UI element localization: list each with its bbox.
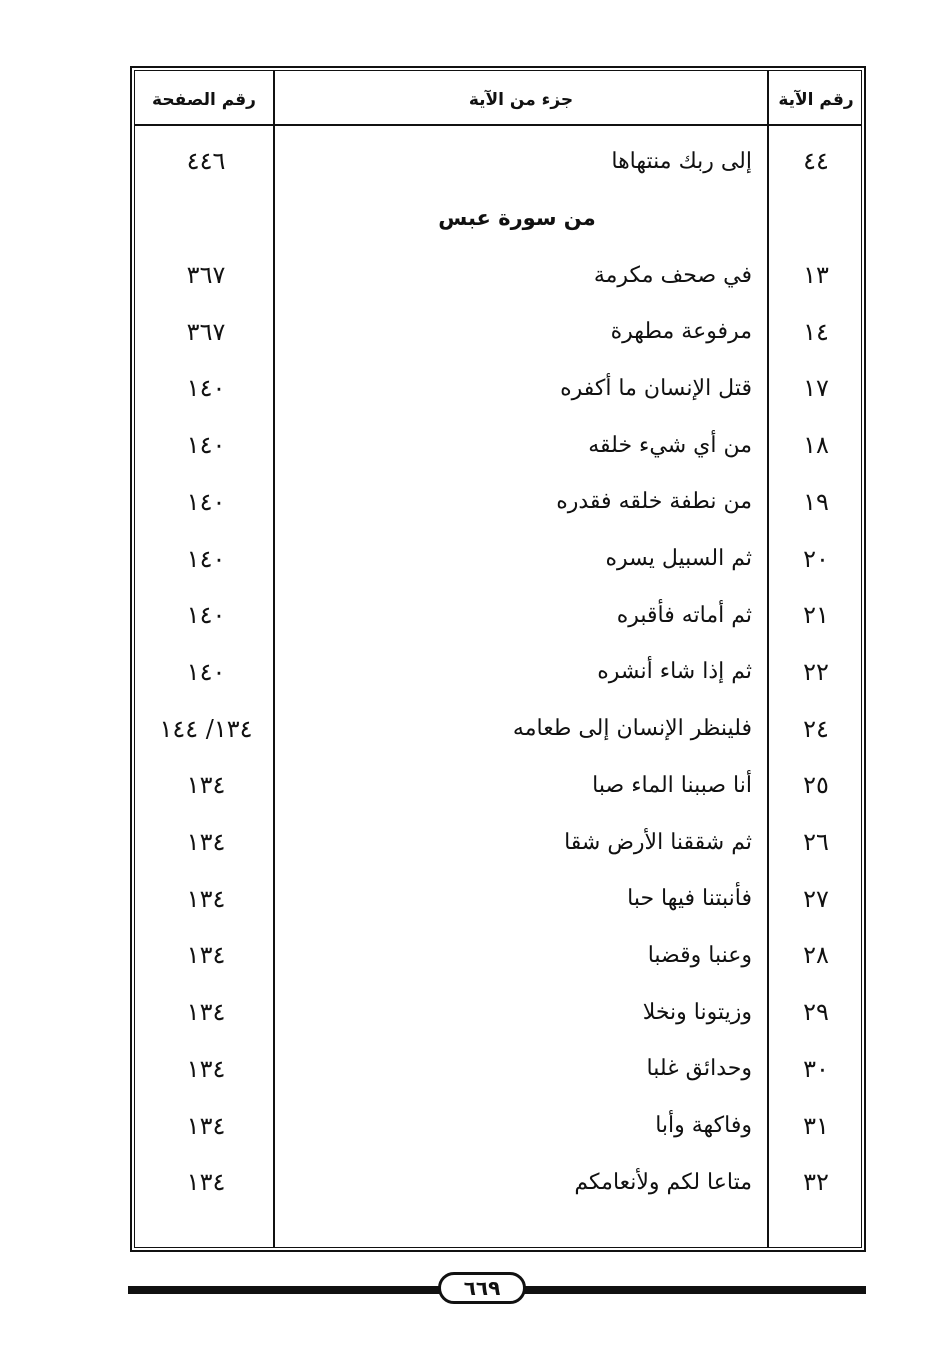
verse-number-cell: ٣١	[803, 1111, 829, 1140]
verse-number-cell: ١٩	[803, 487, 829, 516]
page-number-cell: ٤٤٦	[186, 147, 226, 175]
table-row	[134, 425, 862, 465]
page-number-cell: ١٤٠	[186, 657, 226, 686]
verse-number-cell: ٢٨	[803, 941, 829, 970]
table-row	[134, 1162, 862, 1202]
table-row	[134, 765, 862, 805]
page-number-cell: ١٣٤	[186, 1168, 226, 1197]
page-number-cell: ١٣٤	[186, 884, 226, 913]
surah-section-title: من سورة عبس	[438, 206, 596, 230]
verse-text-cell: في صحف مكرمة	[593, 262, 752, 288]
verse-text-cell: وعنبا وقضبا	[647, 942, 752, 968]
verse-number-cell: ٢٥	[803, 771, 829, 800]
verse-text-cell: من أي شيء خلقه	[588, 432, 752, 458]
verse-text-cell: من نطفة خلقه فقدره	[556, 489, 752, 515]
page-number-cell: ١٤٠	[186, 601, 226, 630]
verse-text-cell: فلينظر الإنسان إلى طعامه	[512, 716, 752, 742]
header-verse-part: جزء من الآية	[468, 90, 574, 110]
verse-text-cell: إلى ربك منتهاها	[611, 148, 752, 174]
header-verse-number: رقم الآية	[778, 90, 854, 110]
verse-number-cell: ١٧	[803, 374, 829, 403]
table-row	[134, 141, 862, 181]
verse-text-cell: أنا صببنا الماء صبا	[592, 772, 752, 798]
verse-number-cell: ٢٦	[803, 828, 829, 856]
page-number-cell: ١٤٠	[186, 374, 226, 403]
table-row	[134, 822, 862, 862]
verse-number-cell: ٢٤	[803, 714, 829, 743]
verse-text-cell: ثم إذا شاء أنشره	[597, 659, 752, 685]
table-row	[134, 1106, 862, 1146]
page-number-cell: ١٣٤	[186, 828, 226, 856]
page-number: ٦٦٩	[463, 1276, 501, 1300]
header-page-number: رقم الصفحة	[152, 90, 256, 110]
verse-text-cell: قتل الإنسان ما أكفره	[560, 375, 752, 401]
verse-text-cell: ثم شققنا الأرض شقا	[564, 829, 752, 855]
verse-number-cell: ٢٧	[803, 884, 829, 913]
table-row	[134, 595, 862, 635]
header-divider	[134, 124, 862, 126]
verse-number-cell: ٢٢	[803, 657, 829, 686]
verse-number-cell: ٣٢	[803, 1168, 829, 1197]
table-row	[134, 539, 862, 579]
verse-number-cell: ٣٠	[803, 1054, 829, 1083]
page-number-cell: ١٣٤	[186, 941, 226, 970]
page-number-cell: ٣٦٧	[186, 261, 226, 289]
page-number-badge	[438, 1272, 526, 1304]
page-number-cell: ١٣٤	[186, 771, 226, 800]
table-row	[134, 935, 862, 975]
verse-number-cell: ١٣	[803, 261, 829, 289]
verse-text-cell: وحدائق غلبا	[646, 1056, 752, 1082]
table-row	[134, 255, 862, 295]
verse-text-cell: ثم أماته فأقبره	[616, 602, 752, 628]
table-row	[134, 312, 862, 352]
table-row	[134, 992, 862, 1032]
page-number-cell: ١٣٤	[186, 998, 226, 1027]
verse-text-cell: ثم السبيل يسره	[605, 546, 752, 571]
page-number-cell: ١٤٠	[186, 544, 226, 573]
verse-number-cell: ٢٩	[803, 998, 829, 1027]
verse-number-cell: ٢٠	[803, 544, 829, 573]
verse-text-cell: فأنبتنا فيها حبا	[627, 886, 752, 912]
table-row	[134, 879, 862, 919]
page-number-cell: ١٤٠	[186, 431, 226, 460]
table-row	[134, 652, 862, 692]
table-row	[134, 709, 862, 749]
page-number-cell: ١٤٠	[186, 487, 226, 516]
page-number-cell: ١٣٤	[186, 1111, 226, 1140]
page-number-cell: ٣٦٧	[186, 317, 226, 346]
page-number-cell: ١٣٤/ ١٤٤	[159, 714, 253, 743]
table-row	[134, 482, 862, 522]
verse-text-cell: وفاكهة وأبا	[655, 1113, 752, 1138]
verse-number-cell: ١٨	[803, 431, 829, 460]
table-row	[134, 1049, 862, 1089]
verse-text-cell: مرفوعة مطهرة	[610, 319, 752, 345]
verse-number-cell: ٤٤	[803, 147, 829, 175]
page-number-cell: ١٣٤	[186, 1054, 226, 1083]
verse-text-cell: متاعا لكم ولأنعامكم	[574, 1169, 752, 1195]
verse-number-cell: ٢١	[803, 601, 829, 630]
table-row	[134, 368, 862, 408]
verse-text-cell: وزيتونا ونخلا	[642, 999, 752, 1025]
verse-number-cell: ١٤	[803, 317, 829, 346]
